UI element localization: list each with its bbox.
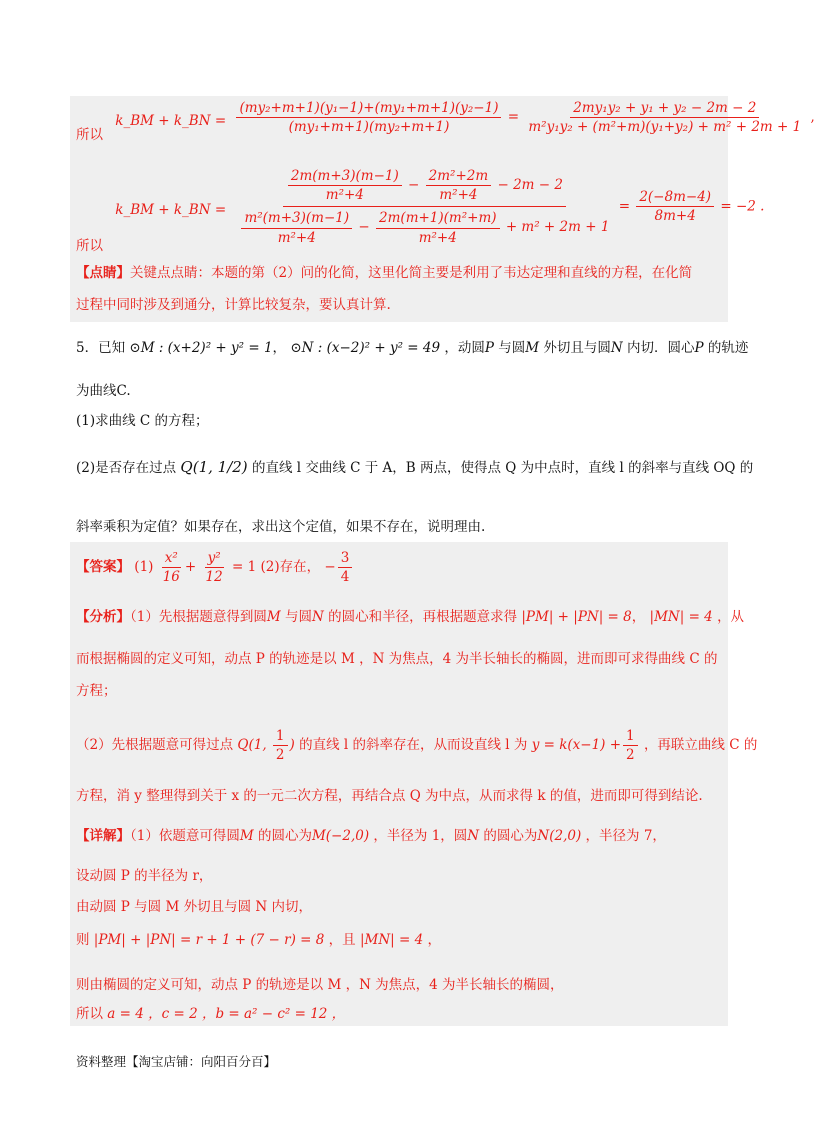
problem-line-2: 为曲线C.: [76, 383, 131, 399]
footer-source: 资料整理【淘宝店铺：向阳百分百】: [76, 1054, 277, 1069]
detail-line-3: 由动圆 P 与圆 M 外切且与圆 N 内切，: [76, 899, 312, 915]
detail-line-6: 所以 a = 4 ，c = 2 ，b = a² − c² = 12 ，: [76, 1006, 346, 1022]
equation-2: 所以 k_BM + k_BN = $\frac{2m(m+3)(m-1)}{\text{m²+4}}$ − $\frac{\text{2m²+2m}}{\text{m²+4}}$ − 2m − 2 $\frac{\text{m²(m+3)(m−1)}}{\text{m²+4}}$ − $\frac{\text{2m(m+1)(m²+m)}}{\text{m²+4}}$ + m² + 2m + 1 = $\frac{2(-8m-4)}{8m+4}$ = −2 .: [76, 168, 765, 255]
question-2-cont: 斜率乘积为定值？如果存在，求出这个定值，如果不存在，说明理由.: [76, 519, 486, 535]
question-1: (1)求曲线 C 的方程；: [76, 413, 209, 429]
equation-1: 所以 k_BM + k_BN = $\frac{\text{(my₂+m+1)(y₁−1)+(my₁+m+1)(y₂−1)}}{\text{(my₁+m+1)(my₂+m+1)}}$ = $\frac{\text{2my₁y₂ + y₁ + y₂ − 2m − 2}}{\text{m²y₁y₂ + (m²+m)(y₁+y₂) + m² + 2m + 1}}$ ,: [76, 100, 815, 144]
detail-line-2: 设动圆 P 的半径为 r，: [76, 868, 213, 884]
detail-line-4: 则 |PM| + |PN| = r + 1 + (7 − r) = 8 ，且 |MN| = 4 ，: [76, 932, 441, 948]
question-2: (2)是否存在过点 Q(1, 1/2) 的直线 l 交曲线 C 于 A，B 两点，使得点 Q 为中点时，直线 l 的斜率与直线 OQ 的: [76, 458, 754, 476]
problem-line-1: 5．已知 ⊙M : (x+2)² + y² = 1， ⊙N : (x−2)² + y² = 49 ，动圆P 与圆M 外切且与圆N 内切．圆心P 的轨迹: [76, 340, 749, 356]
analysis-line-5: 方程，消 y 整理得到关于 x 的一元二次方程，再结合点 Q 为中点，从而求得 k 的值，进而即可得到结论.: [76, 788, 703, 804]
analysis-line-1: 【分析】（1）先根据题意得到圆M 与圆N 的圆心和半径，再根据题意求得 |PM| + |PN| = 8， |MN| = 4 ，从: [76, 609, 745, 625]
analysis-line-3: 方程；: [76, 683, 117, 699]
remark-line-2: 过程中同时涉及到通分，计算比较复杂，要认真计算.: [76, 297, 391, 313]
detail-line-1: 【详解】（1）依题意可得圆M 的圆心为M(−2,0) ，半径为 1，圆N 的圆心为N(2,0) ，半径为 7，: [76, 828, 666, 844]
analysis-line-2: 而根据椭圆的定义可知，动点 P 的轨迹是以 M ，N 为焦点，4 为半长轴长的椭圆，进而即可求得曲线 C 的: [76, 651, 718, 667]
detail-line-5: 则由椭圆的定义可知，动点 P 的轨迹是以 M ，N 为焦点，4 为半长轴长的椭圆，: [76, 977, 564, 993]
answer-line: 【答案】 (1) $\frac{\text{x²}}{16}$ + $\frac{\text{y²}}{12}$ = 1 (2)存在， − $\frac{3}{4}$: [76, 550, 354, 585]
analysis-line-4: （2）先根据题意可得过点 Q(1, $\frac{1}{2}$ ) 的直线 l 的斜率存在，从而设直线 l 为 y = k(x−1) + $\frac{1}{2}$ ，再联立曲线 C 的: [76, 728, 758, 764]
remark-line-1: 【点睛】关键点点睛：本题的第（2）问的化简，这里化简主要是利用了韦达定理和直线的方程，在化简: [76, 265, 693, 281]
